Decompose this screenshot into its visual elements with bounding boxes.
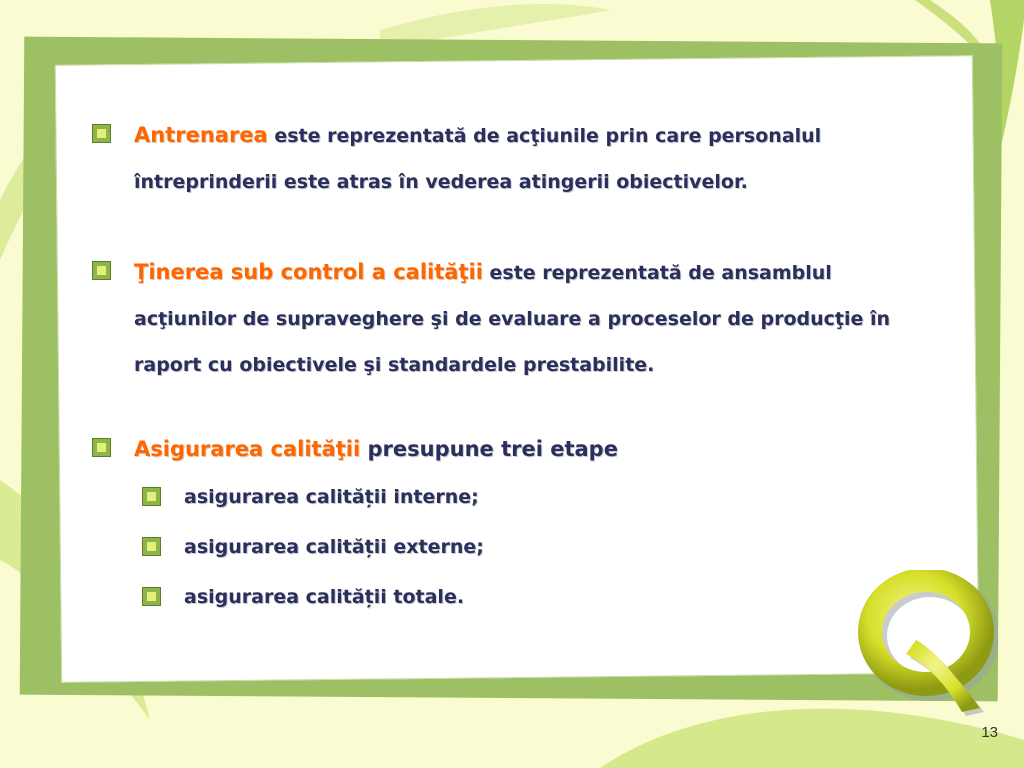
bullet-text: este reprezentată de ansamblul xyxy=(482,262,832,284)
highlight-term: Ţinerea sub control a calităţii xyxy=(134,260,483,284)
slide-content xyxy=(92,112,952,622)
sub-bullet-totale xyxy=(142,572,952,622)
bullet-text-continued: acţiunilor de supraveghere şi de evaluare a proceselor de producţie în xyxy=(134,308,891,330)
bullet-asigurarea-calitatii xyxy=(92,426,952,472)
highlight-term: Asigurarea calităţii xyxy=(134,437,361,461)
bullet-text-continued: întreprinderii este atras în vederea atingerii obiectivelor. xyxy=(134,171,748,193)
square-green-bullet-icon xyxy=(92,124,111,143)
square-green-bullet-icon xyxy=(142,487,161,506)
square-green-bullet-icon xyxy=(92,261,111,280)
square-green-bullet-icon xyxy=(142,587,161,606)
page-number: 13 xyxy=(981,724,998,741)
bullet-tinerea-sub-control xyxy=(92,249,952,388)
square-green-bullet-icon xyxy=(92,438,111,457)
square-green-bullet-icon xyxy=(142,537,161,556)
sub-bullet-text: asigurarea calității totale. xyxy=(184,586,465,608)
sub-bullet-interne xyxy=(142,472,952,522)
bullet-text: este reprezentată de acţiunile prin care personalul xyxy=(267,125,822,147)
quality-q-logo xyxy=(858,570,998,720)
sub-bullet-externe xyxy=(142,522,952,572)
bullet-text-continued: raport cu obiectivele şi standardele prestabilite. xyxy=(134,354,655,376)
bullet-text: presupune trei etape xyxy=(360,437,618,461)
highlight-term: Antrenarea xyxy=(134,123,268,147)
sub-bullet-text: asigurarea calității interne; xyxy=(184,486,479,508)
bullet-antrenarea xyxy=(92,112,952,205)
sub-bullet-text: asigurarea calității externe; xyxy=(184,536,484,558)
